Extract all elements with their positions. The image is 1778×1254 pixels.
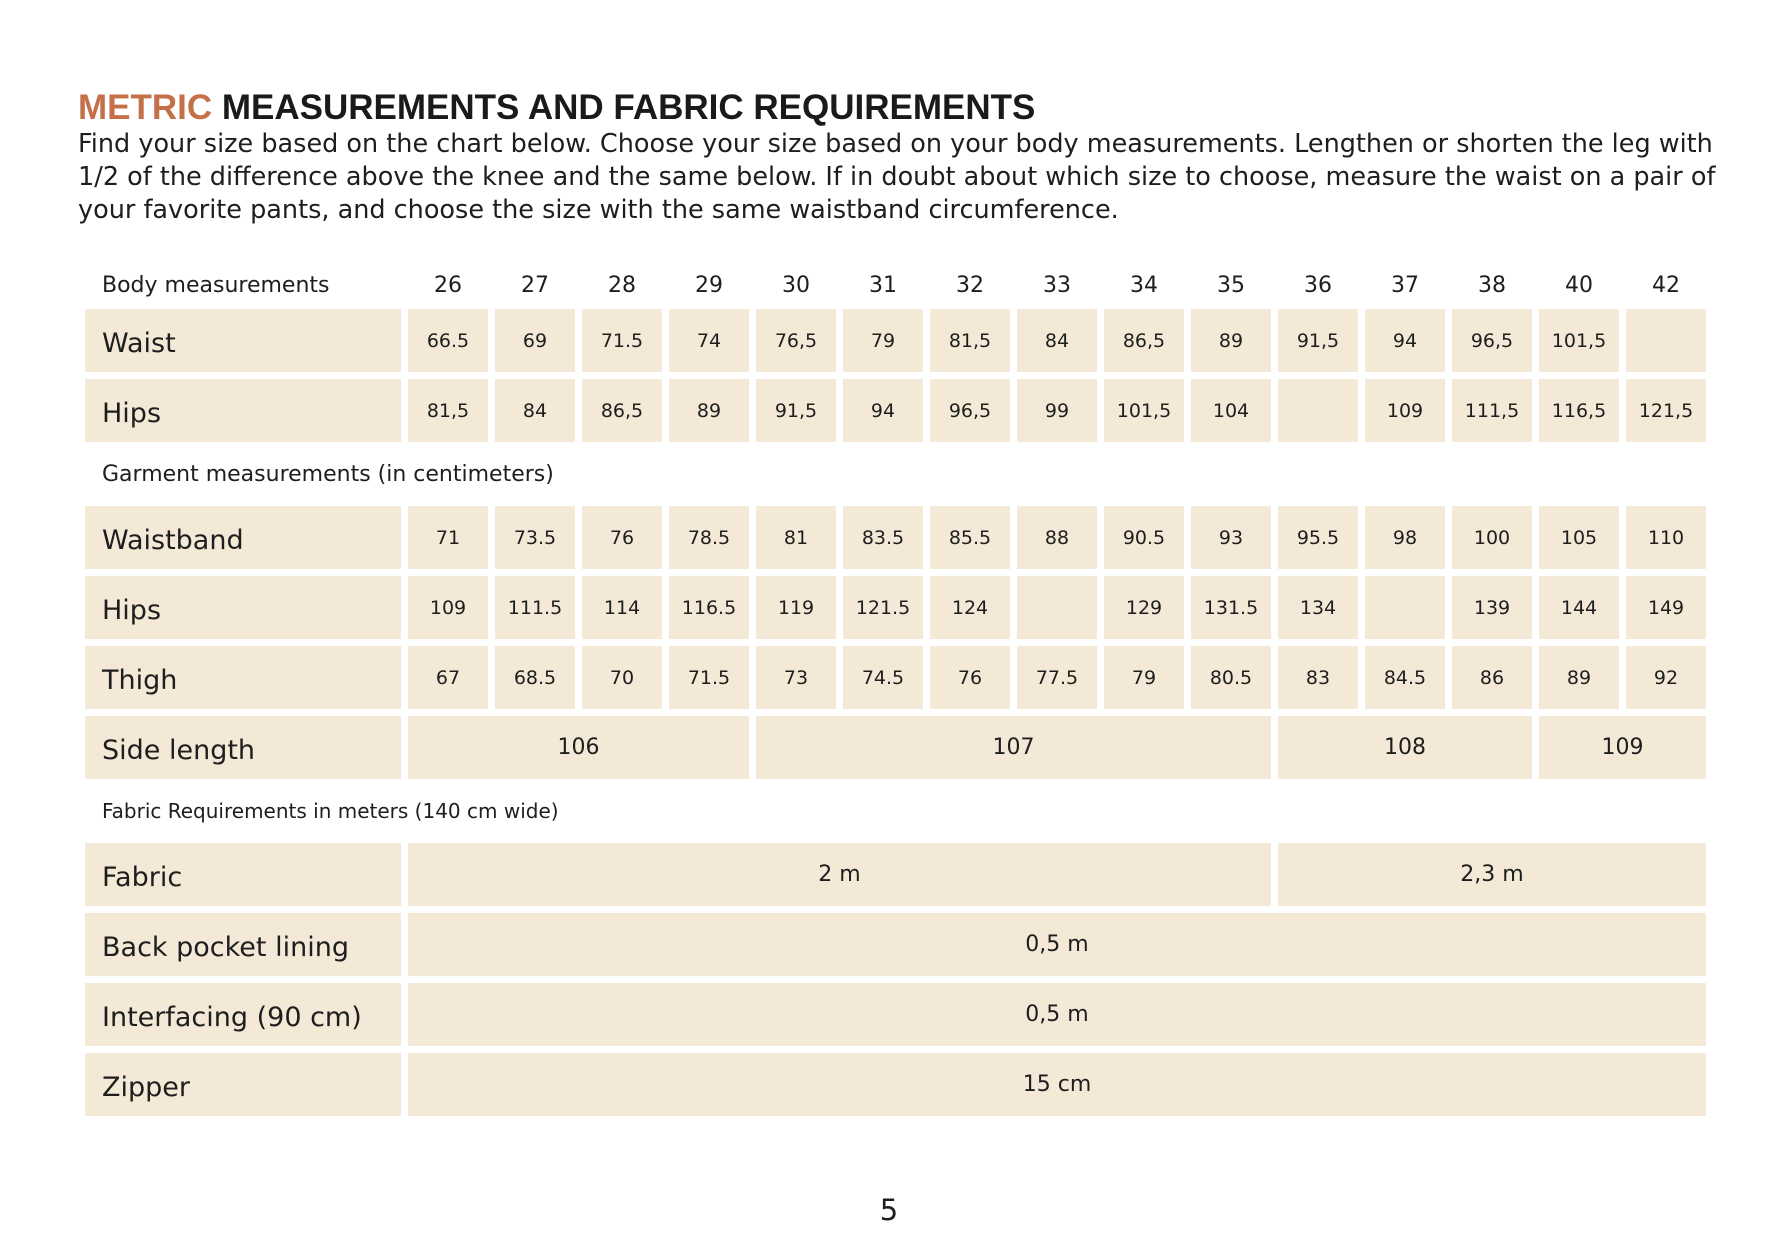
table-cell: 90.5 xyxy=(1104,506,1184,569)
table-cell: 99 xyxy=(1017,379,1097,442)
table-cell: 84.5 xyxy=(1365,646,1445,709)
row-label-side-length: Side length xyxy=(85,716,401,779)
size-header-29: 29 xyxy=(695,272,723,298)
table-cell: 86,5 xyxy=(1104,309,1184,372)
table-cell: 83 xyxy=(1278,646,1358,709)
table-cell xyxy=(1365,576,1445,639)
table-cell: 80.5 xyxy=(1191,646,1271,709)
table-cell: 89 xyxy=(1191,309,1271,372)
table-cell: 100 xyxy=(1452,506,1532,569)
intro-paragraph: Find your size based on the chart below. Choose your size based on your body measurements. Lengthen or shorten the leg with 1/2 of the difference above the knee and the same below. If in doubt about which size to choose, measure the waist on a pair of your favorite pants, and choose the size with the same waistband circumference. xyxy=(78,129,1716,225)
table-cell: 66.5 xyxy=(408,309,488,372)
table-cell: 94 xyxy=(1365,309,1445,372)
table-cell: 98 xyxy=(1365,506,1445,569)
table-cell xyxy=(1017,576,1097,639)
table-cell: 101,5 xyxy=(1104,379,1184,442)
table-cell: 70 xyxy=(582,646,662,709)
row-label-waist: Waist xyxy=(85,309,401,372)
row-label-zipper: Zipper xyxy=(85,1053,401,1116)
table-cell-span: 108 xyxy=(1278,716,1532,779)
table-cell: 89 xyxy=(669,379,749,442)
table-cell: 96,5 xyxy=(930,379,1010,442)
table-cell-span: 0,5 m xyxy=(408,913,1706,976)
table-cell: 76 xyxy=(582,506,662,569)
size-header-30: 30 xyxy=(782,272,810,298)
table-cell: 109 xyxy=(408,576,488,639)
table-cell: 73.5 xyxy=(495,506,575,569)
table-cell: 83.5 xyxy=(843,506,923,569)
table-cell: 81,5 xyxy=(930,309,1010,372)
table-cell: 89 xyxy=(1539,646,1619,709)
page-title xyxy=(78,88,1035,128)
size-header-33: 33 xyxy=(1043,272,1071,298)
table-cell: 84 xyxy=(1017,309,1097,372)
table-cell: 110 xyxy=(1626,506,1706,569)
table-cell: 74.5 xyxy=(843,646,923,709)
size-header-26: 26 xyxy=(434,272,462,298)
size-header-40: 40 xyxy=(1565,272,1593,298)
size-header-42: 42 xyxy=(1652,272,1680,298)
size-header-34: 34 xyxy=(1130,272,1158,298)
table-cell: 121.5 xyxy=(843,576,923,639)
row-label-hips: Hips xyxy=(85,379,401,442)
table-cell: 149 xyxy=(1626,576,1706,639)
table-cell: 71.5 xyxy=(669,646,749,709)
table-cell: 134 xyxy=(1278,576,1358,639)
table-cell-span: 2,3 m xyxy=(1278,843,1706,906)
table-cell: 76,5 xyxy=(756,309,836,372)
table-cell: 79 xyxy=(1104,646,1184,709)
table-cell-span: 107 xyxy=(756,716,1271,779)
table-cell: 73 xyxy=(756,646,836,709)
table-cell: 79 xyxy=(843,309,923,372)
row-label-interfacing-90-cm: Interfacing (90 cm) xyxy=(85,983,401,1046)
table-cell: 111,5 xyxy=(1452,379,1532,442)
table-cell: 131.5 xyxy=(1191,576,1271,639)
table-cell: 96,5 xyxy=(1452,309,1532,372)
table-cell: 86 xyxy=(1452,646,1532,709)
page-number: 5 xyxy=(879,1193,899,1227)
table-cell: 144 xyxy=(1539,576,1619,639)
table-cell: 114 xyxy=(582,576,662,639)
size-header-36: 36 xyxy=(1304,272,1332,298)
table-cell: 88 xyxy=(1017,506,1097,569)
table-cell: 69 xyxy=(495,309,575,372)
table-cell: 116,5 xyxy=(1539,379,1619,442)
fabric-section-header: Fabric Requirements in meters (140 cm wide) xyxy=(102,799,559,823)
table-cell xyxy=(1278,379,1358,442)
table-cell: 124 xyxy=(930,576,1010,639)
size-header-37: 37 xyxy=(1391,272,1419,298)
table-cell: 121,5 xyxy=(1626,379,1706,442)
table-cell: 81,5 xyxy=(408,379,488,442)
garment-section-header: Garment measurements (in centimeters) xyxy=(102,461,554,487)
table-cell-span: 0,5 m xyxy=(408,983,1706,1046)
size-header-32: 32 xyxy=(956,272,984,298)
table-cell: 77.5 xyxy=(1017,646,1097,709)
table-cell-span: 2 m xyxy=(408,843,1271,906)
table-cell: 119 xyxy=(756,576,836,639)
table-cell-span: 15 cm xyxy=(408,1053,1706,1116)
table-cell: 111.5 xyxy=(495,576,575,639)
table-cell: 104 xyxy=(1191,379,1271,442)
table-cell: 91,5 xyxy=(1278,309,1358,372)
size-chart-table xyxy=(85,268,1706,1116)
table-cell-span: 106 xyxy=(408,716,749,779)
table-cell: 84 xyxy=(495,379,575,442)
size-header-31: 31 xyxy=(869,272,897,298)
row-label-waistband: Waistband xyxy=(85,506,401,569)
table-cell: 101,5 xyxy=(1539,309,1619,372)
table-cell: 93 xyxy=(1191,506,1271,569)
table-cell: 76 xyxy=(930,646,1010,709)
table-cell: 78.5 xyxy=(669,506,749,569)
table-cell: 91,5 xyxy=(756,379,836,442)
table-cell: 92 xyxy=(1626,646,1706,709)
table-cell: 129 xyxy=(1104,576,1184,639)
size-header-38: 38 xyxy=(1478,272,1506,298)
table-cell: 71.5 xyxy=(582,309,662,372)
table-cell: 85.5 xyxy=(930,506,1010,569)
size-header-35: 35 xyxy=(1217,272,1245,298)
table-cell: 109 xyxy=(1365,379,1445,442)
table-cell: 116.5 xyxy=(669,576,749,639)
size-header-28: 28 xyxy=(608,272,636,298)
table-cell: 86,5 xyxy=(582,379,662,442)
table-cell: 74 xyxy=(669,309,749,372)
table-cell: 68.5 xyxy=(495,646,575,709)
table-cell: 71 xyxy=(408,506,488,569)
size-header-27: 27 xyxy=(521,272,549,298)
title-accent: METRIC xyxy=(78,88,213,127)
table-cell: 105 xyxy=(1539,506,1619,569)
table-cell: 67 xyxy=(408,646,488,709)
row-label-thigh: Thigh xyxy=(85,646,401,709)
body-measurements-header: Body measurements xyxy=(102,272,330,298)
row-label-back-pocket-lining: Back pocket lining xyxy=(85,913,401,976)
row-label-fabric: Fabric xyxy=(85,843,401,906)
row-label-hips: Hips xyxy=(85,576,401,639)
table-cell: 94 xyxy=(843,379,923,442)
table-cell xyxy=(1626,309,1706,372)
table-cell-span: 109 xyxy=(1539,716,1706,779)
title-rest: MEASUREMENTS AND FABRIC REQUIREMENTS xyxy=(212,88,1036,127)
table-cell: 95.5 xyxy=(1278,506,1358,569)
table-cell: 139 xyxy=(1452,576,1532,639)
table-cell: 81 xyxy=(756,506,836,569)
